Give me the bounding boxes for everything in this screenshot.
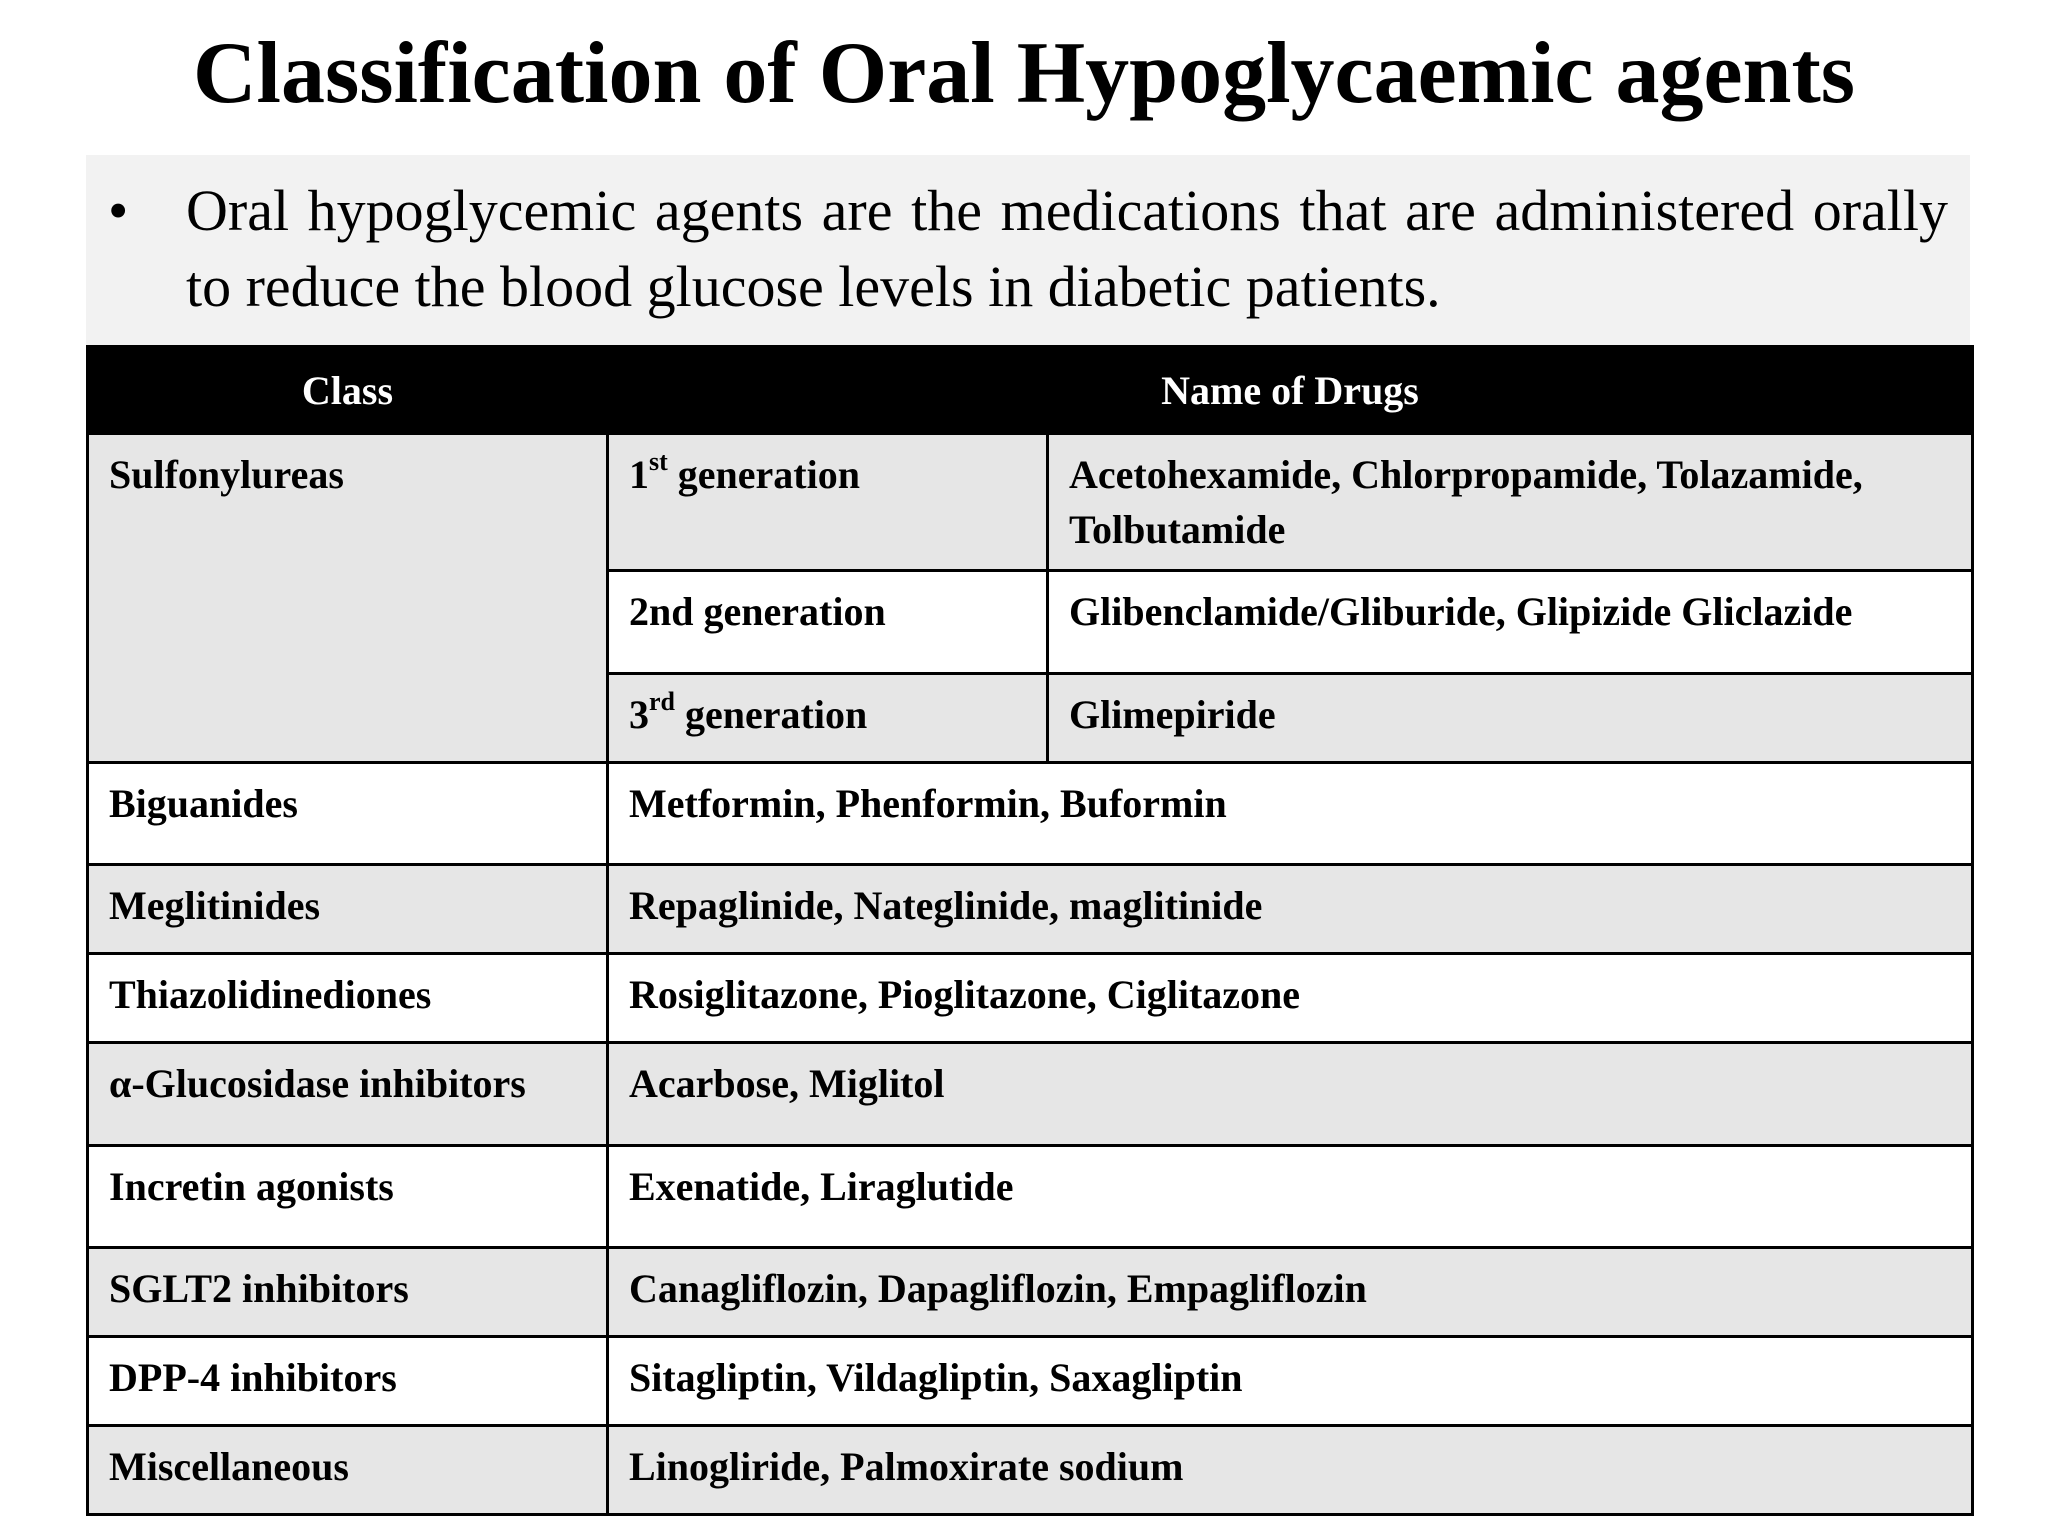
table-row — [88, 954, 1973, 1043]
generation-number: 2nd — [629, 589, 694, 634]
table-row — [88, 1426, 1973, 1515]
generation-number: 3 — [629, 692, 649, 737]
drugs-cell: Glibenclamide/Gliburide, Glipizide Gliclazide — [1048, 571, 1973, 674]
class-cell: Thiazolidinediones — [88, 954, 608, 1043]
generation-cell — [608, 571, 1048, 674]
class-cell: Biguanides — [88, 763, 608, 865]
class-cell: Miscellaneous — [88, 1426, 608, 1515]
header-drugs: Name of Drugs — [608, 347, 1973, 434]
class-cell: Incretin agonists — [88, 1146, 608, 1248]
classification-table — [86, 345, 1974, 1516]
drugs-cell: Acetohexamide, Chlorpropamide, Tolazamide, Tolbutamide — [1048, 434, 1973, 571]
table-row — [88, 1248, 1973, 1337]
drugs-cell: Acarbose, Miglitol — [608, 1043, 1973, 1146]
class-cell: Sulfonylureas — [88, 434, 608, 763]
class-cell: α-Glucosidase inhibitors — [88, 1043, 608, 1146]
drugs-cell: Sitagliptin, Vildagliptin, Saxagliptin — [608, 1337, 1973, 1426]
generation-number: 1 — [629, 452, 649, 497]
generation-cell — [608, 434, 1048, 571]
table-row — [88, 434, 1973, 571]
drugs-cell: Metformin, Phenformin, Buformin — [608, 763, 1973, 865]
drugs-cell: Rosiglitazone, Pioglitazone, Ciglitazone — [608, 954, 1973, 1043]
bullet-icon: • — [108, 178, 129, 243]
generation-label: generation — [667, 452, 860, 497]
class-cell: SGLT2 inhibitors — [88, 1248, 608, 1337]
table-row — [88, 763, 1973, 865]
drugs-cell: Glimepiride — [1048, 674, 1973, 763]
generation-cell — [608, 674, 1048, 763]
drugs-cell: Repaglinide, Nateglinide, maglitinide — [608, 865, 1973, 954]
generation-suffix: rd — [649, 686, 675, 716]
table-row — [88, 865, 1973, 954]
drugs-cell: Linogliride, Palmoxirate sodium — [608, 1426, 1973, 1515]
slide-title: Classification of Oral Hypoglycaemic agents — [192, 25, 1856, 122]
generation-label: generation — [693, 589, 886, 634]
header-class: Class — [88, 347, 608, 434]
drugs-cell: Canagliflozin, Dapagliflozin, Empagliflozin — [608, 1248, 1973, 1337]
drugs-cell: Exenatide, Liraglutide — [608, 1146, 1973, 1248]
table-row — [88, 1146, 1973, 1248]
table-header-row — [88, 347, 1973, 434]
table-row — [88, 1337, 1973, 1426]
intro-box — [86, 155, 1970, 345]
generation-label: generation — [675, 692, 868, 737]
class-cell: Meglitinides — [88, 865, 608, 954]
intro-text: Oral hypoglycemic agents are the medications that are administered orally to reduce the blood glucose levels in diabetic patients. — [186, 178, 1948, 319]
generation-suffix: st — [649, 446, 668, 476]
table-row — [88, 1043, 1973, 1146]
class-cell: DPP-4 inhibitors — [88, 1337, 608, 1426]
